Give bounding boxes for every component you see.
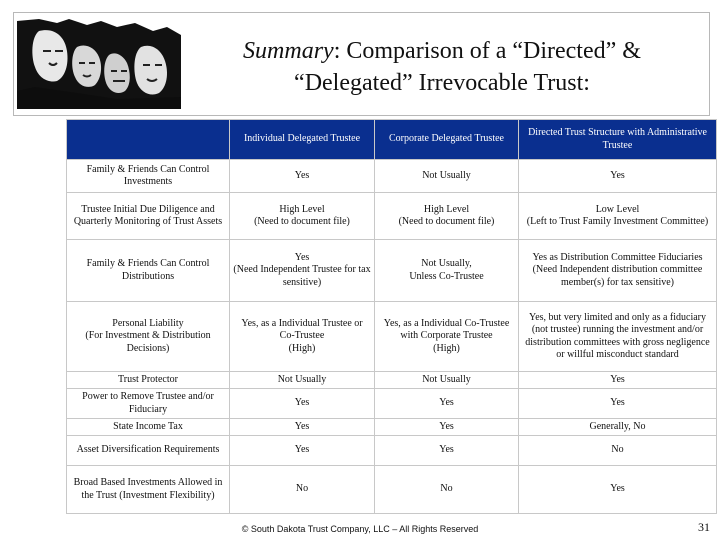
- table-cell: Yes as Distribution Committee Fiduciaries (Need Independent distribution committee member(s) for tax sensitive): [519, 240, 717, 302]
- table-cell: Yes: [230, 419, 375, 436]
- table-cell: Yes: [375, 389, 519, 419]
- table-cell: Yes: [519, 466, 717, 514]
- table-cell: Yes: [230, 160, 375, 193]
- table-cell: Yes: [230, 389, 375, 419]
- row-header: Family & Friends Can Control Investments: [67, 160, 230, 193]
- column-header: Directed Trust Structure with Administrative Trustee: [519, 120, 717, 160]
- table-cell: Yes: [375, 419, 519, 436]
- title-line1-rest: : Comparison of a “Directed” &: [333, 38, 641, 64]
- comparison-table: [66, 119, 717, 514]
- table-cell: Not Usually, Unless Co-Trustee: [375, 240, 519, 302]
- mount-rushmore-logo: [17, 17, 181, 109]
- table-row: [67, 419, 717, 436]
- table-cell: Not Usually: [375, 372, 519, 389]
- table-cell: High Level (Need to document file): [375, 193, 519, 240]
- table-cell: Yes: [375, 436, 519, 466]
- row-header: Asset Diversification Requirements: [67, 436, 230, 466]
- table-cell: No: [375, 466, 519, 514]
- column-header: Individual Delegated Trustee: [230, 120, 375, 160]
- table-row: [67, 436, 717, 466]
- table-row: [67, 389, 717, 419]
- column-header: Corporate Delegated Trustee: [375, 120, 519, 160]
- table-cell: Yes, as a Individual Co-Trustee with Corporate Trustee (High): [375, 302, 519, 372]
- table-cell: No: [230, 466, 375, 514]
- table-cell: Generally, No: [519, 419, 717, 436]
- row-header: Power to Remove Trustee and/or Fiduciary: [67, 389, 230, 419]
- header-blank-cell: [67, 120, 230, 160]
- table-cell: Not Usually: [230, 372, 375, 389]
- row-header: State Income Tax: [67, 419, 230, 436]
- table-row: [67, 302, 717, 372]
- table-row: [67, 466, 717, 514]
- row-header: Trustee Initial Due Diligence and Quarterly Monitoring of Trust Assets: [67, 193, 230, 240]
- table-cell: Yes, but very limited and only as a fiduciary (not trustee) running the investment and/or distribution committees with gross negligence or willful misconduct standard: [519, 302, 717, 372]
- header-box: [13, 12, 710, 116]
- table-cell: Yes: [519, 372, 717, 389]
- table-row: [67, 372, 717, 389]
- page-number: 31: [698, 520, 710, 534]
- table-cell: Low Level (Left to Trust Family Investment Committee): [519, 193, 717, 240]
- table-cell: High Level (Need to document file): [230, 193, 375, 240]
- footer-copyright: © South Dakota Trust Company, LLC – All Rights Reserved: [241, 524, 479, 534]
- table-cell: No: [519, 436, 717, 466]
- table-row: [67, 160, 717, 193]
- title-italic: Summary: [243, 38, 334, 64]
- table-row: [67, 240, 717, 302]
- table-cell: Yes (Need Independent Trustee for tax sensitive): [230, 240, 375, 302]
- table-cell: Not Usually: [375, 160, 519, 193]
- slide-title: [182, 35, 702, 99]
- table-header-row: [67, 120, 717, 160]
- table-cell: Yes: [519, 389, 717, 419]
- title-line2: “Delegated” Irrevocable Trust:: [294, 70, 590, 96]
- row-header: Broad Based Investments Allowed in the Trust (Investment Flexibility): [67, 466, 230, 514]
- table-cell: Yes: [519, 160, 717, 193]
- table-cell: Yes: [230, 436, 375, 466]
- row-header: Personal Liability (For Investment & Distribution Decisions): [67, 302, 230, 372]
- row-header: Family & Friends Can Control Distributions: [67, 240, 230, 302]
- row-header: Trust Protector: [67, 372, 230, 389]
- table-cell: Yes, as a Individual Trustee or Co-Trustee (High): [230, 302, 375, 372]
- table-row: [67, 193, 717, 240]
